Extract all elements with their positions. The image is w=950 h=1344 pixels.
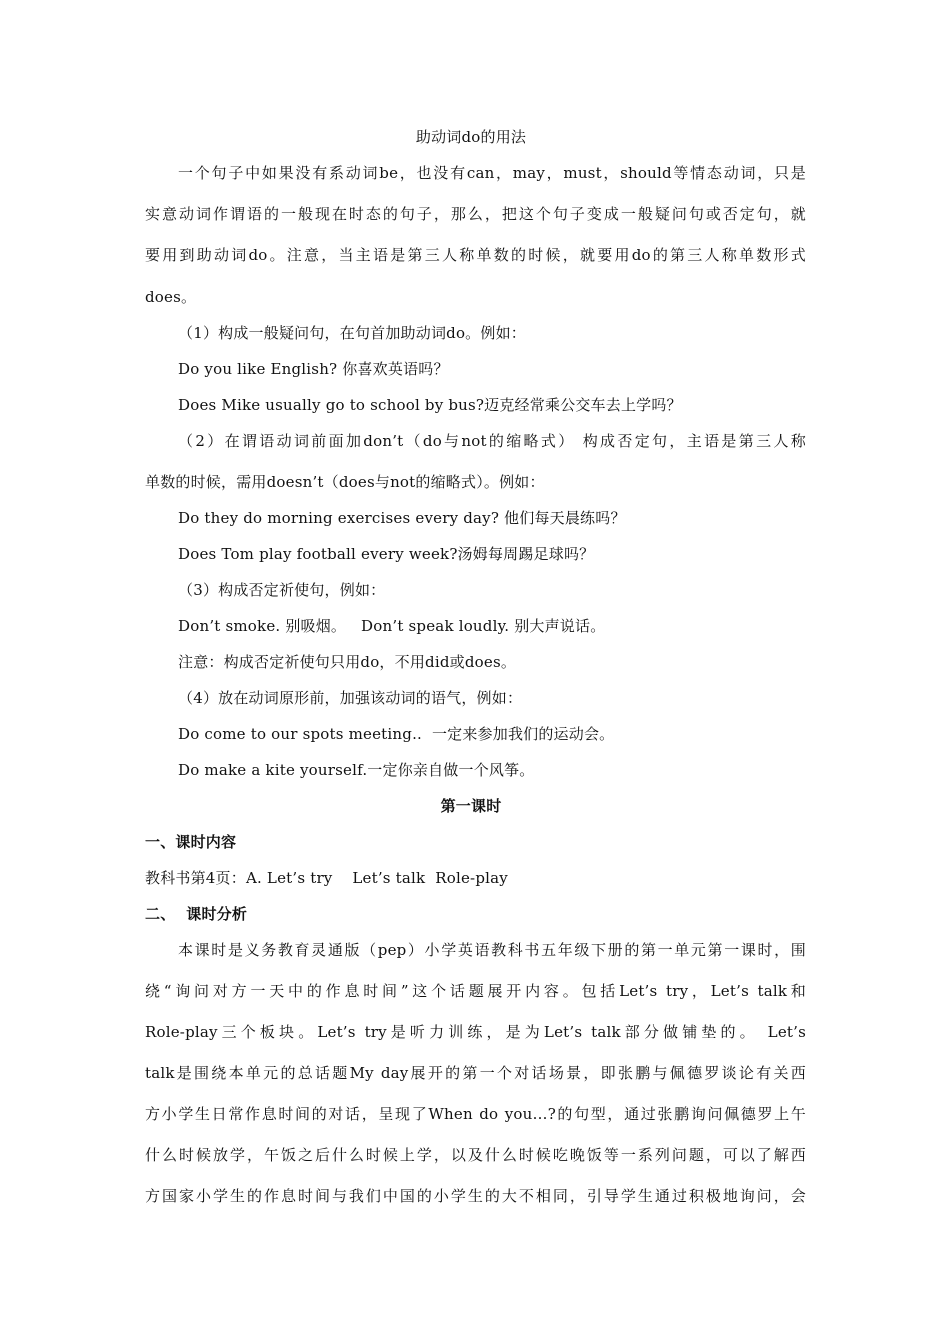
rule-3-note: 注意：构成否定祈使句只用do，不用did或does。 <box>178 653 517 671</box>
section-2-line: 什么时候放学，午饭之后什么时候上学，以及什么时候吃晚饭等一系列问题，可以了解西 <box>145 1146 806 1164</box>
rule-2-heading: （2）在谓语动词前面加don’t（do与not的缩略式） 构成否定句，主语是第三人称 <box>178 432 806 450</box>
lesson-title: 第一课时 <box>440 797 502 815</box>
section-2-line: Role-play三个板块。Let’s try是听力训练，是为Let’s talk部分做铺垫的。 Let’s <box>145 1023 806 1041</box>
rule-3-heading: （3）构成否定祈使句，例如： <box>178 581 386 599</box>
document-title: 助动词do的用法 <box>415 128 527 146</box>
section-2-line: 绕“询问对方一天中的作息时间”这个话题展开内容。包括Let’s try，Let’s talk和 <box>145 982 806 1000</box>
intro-line: does。 <box>145 288 197 306</box>
rule-2-example: Does Tom play football every week?汤姆每周踢足球吗？ <box>178 545 595 563</box>
section-2-line: 方国家小学生的作息时间与我们中国的小学生的大不相同，引导学生通过积极地询问，会 <box>145 1187 806 1205</box>
rule-3-example: Don’t smoke. 别吸烟。 Don’t speak loudly. 别大声说话。 <box>178 617 606 635</box>
intro-line: 实意动词作谓语的一般现在时态的句子，那么，把这个句子变成一般疑问句或否定句，就 <box>145 205 806 223</box>
rule-2-heading: 单数的时候，需用doesn’t（does与not的缩略式）。例如： <box>145 473 545 491</box>
rule-4-heading: （4）放在动词原形前，加强该动词的语气，例如： <box>178 689 523 707</box>
rule-4-example: Do come to our spots meeting.. 一定来参加我们的运动会。 <box>178 725 615 743</box>
section-2-line: 本课时是义务教育灵通版（pep）小学英语教科书五年级下册的第一单元第一课时，围 <box>178 941 806 959</box>
section-1-content: 教科书第4页：A. Let’s try Let’s talk Role-play <box>145 869 508 887</box>
rule-2-example: Do they do morning exercises every day? 他们每天晨练吗？ <box>178 509 626 527</box>
section-2-line: 方小学生日常作息时间的对话，呈现了When do you…?的句型，通过张鹏询问佩德罗上午 <box>145 1105 806 1123</box>
rule-1-heading: （1）构成一般疑问句，在句首加助动词do。例如： <box>178 324 526 342</box>
section-2-heading: 二、 课时分析 <box>145 905 248 923</box>
intro-line: 要用到助动词do。注意，当主语是第三人称单数的时候，就要用do的第三人称单数形式 <box>145 246 806 264</box>
section-1-heading: 一、课时内容 <box>145 833 237 851</box>
rule-1-example: Does Mike usually go to school by bus?迈克经常乘公交车去上学吗？ <box>178 396 682 414</box>
rule-4-example: Do make a kite yourself.一定你亲自做一个风筝。 <box>178 761 535 779</box>
section-2-line: talk是围绕本单元的总话题My day展开的第一个对话场景，即张鹏与佩德罗谈论有关西 <box>145 1064 806 1082</box>
intro-line: 一个句子中如果没有系动词be，也没有can，may，must，should等情态动词，只是 <box>178 164 806 182</box>
rule-1-example: Do you like English? 你喜欢英语吗？ <box>178 360 449 378</box>
